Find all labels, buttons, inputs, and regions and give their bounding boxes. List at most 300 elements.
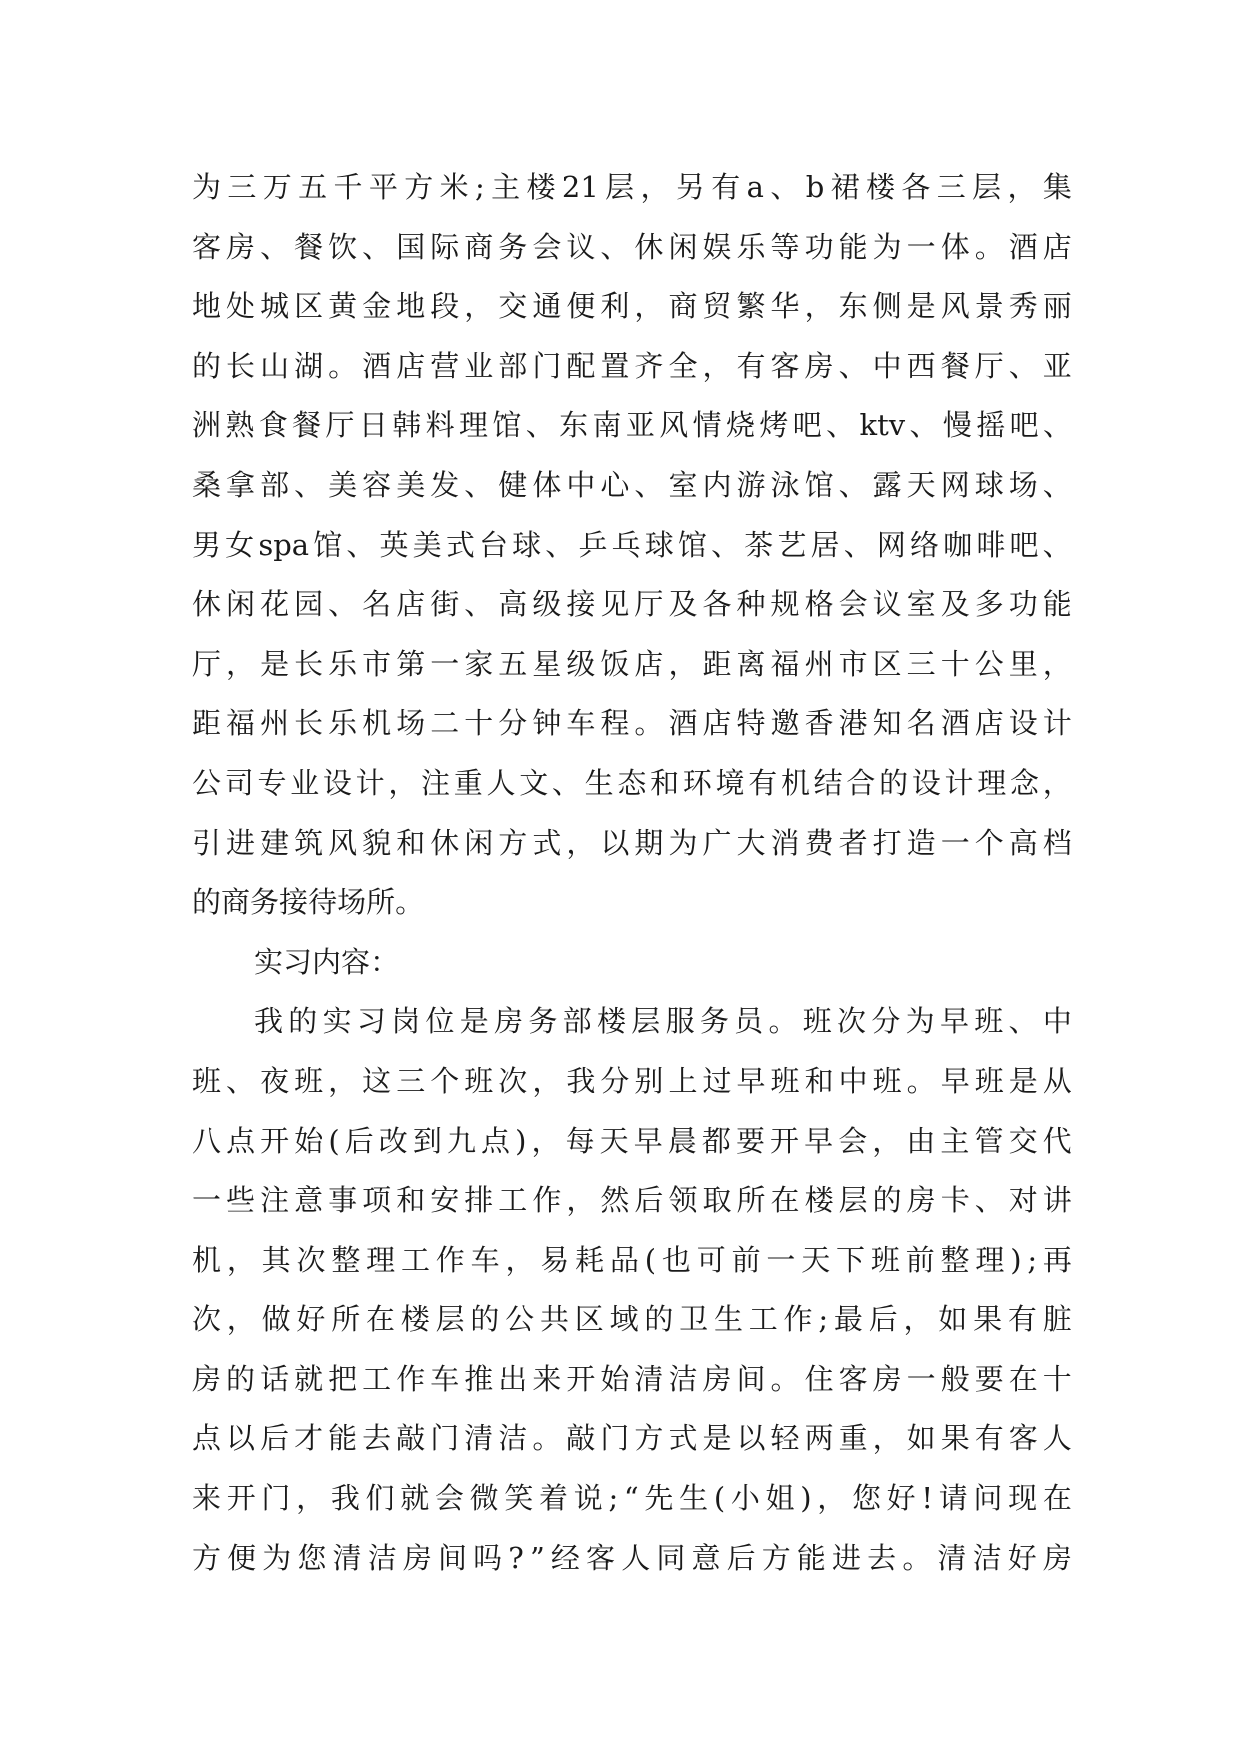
text-glyph: 。 <box>532 1421 562 1456</box>
text-glyph: 馆 <box>313 527 343 562</box>
text-glyph: 打 <box>872 825 902 860</box>
text-glyph: 。 <box>768 1004 798 1039</box>
text-glyph: 南 <box>592 408 622 443</box>
text-glyph: 心 <box>600 467 630 502</box>
text-glyph: ， <box>226 646 256 681</box>
text-glyph: 取 <box>702 1183 732 1218</box>
text-glyph: 来 <box>532 1361 562 1396</box>
text-glyph: 意 <box>294 1183 324 1218</box>
text-glyph: 乓 <box>611 527 641 562</box>
text-glyph: 八 <box>192 1123 222 1158</box>
text-glyph: 门 <box>430 1421 460 1456</box>
text-glyph: 领 <box>668 1183 698 1218</box>
text-glyph: 饭 <box>600 646 630 681</box>
text-glyph: ， <box>668 646 698 681</box>
text-glyph: 分 <box>498 706 528 741</box>
text-glyph: 料 <box>425 408 455 443</box>
text-glyph: ; <box>1027 1242 1038 1277</box>
text-glyph: 酒 <box>668 706 698 741</box>
text-line <box>192 1171 1072 1231</box>
text-glyph: 体 <box>532 467 562 502</box>
text-glyph: 这 <box>362 1063 392 1098</box>
text-glyph: 门 <box>261 1481 291 1516</box>
text-glyph: 以 <box>600 825 630 860</box>
text-glyph: 合 <box>846 765 876 800</box>
text-glyph: ) <box>800 1481 812 1516</box>
text-glyph: 房 <box>226 229 256 264</box>
text-glyph: 餐 <box>294 229 324 264</box>
text-glyph: 别 <box>634 1063 664 1098</box>
text-glyph: 区 <box>574 1302 604 1337</box>
text-glyph: 次 <box>296 1242 326 1277</box>
text-glyph: “ <box>623 1481 639 1516</box>
text-glyph: 话 <box>260 1361 290 1396</box>
text-glyph: 习 <box>356 1004 386 1039</box>
text-glyph: 其 <box>261 1242 291 1277</box>
text-line <box>192 1529 1072 1589</box>
text-glyph: 酒 <box>940 706 970 741</box>
text-glyph: 有 <box>748 765 778 800</box>
text-glyph: 福 <box>226 706 256 741</box>
text-glyph: 、 <box>260 229 290 264</box>
text-glyph: 早 <box>939 1004 969 1039</box>
text-glyph: 好 <box>886 1481 916 1516</box>
text-glyph: 人 <box>486 765 516 800</box>
text-glyph: 现 <box>1008 1481 1038 1516</box>
text-glyph: 客 <box>192 229 222 264</box>
text-glyph: 十 <box>940 646 970 681</box>
text-glyph: ! <box>921 1481 934 1516</box>
text-glyph: 后 <box>868 1302 898 1337</box>
text-glyph: 际 <box>430 229 460 264</box>
text-glyph: 门 <box>532 348 562 383</box>
text-glyph: 方 <box>192 1540 222 1575</box>
text-glyph: 及 <box>668 587 698 622</box>
text-glyph: 络 <box>910 527 940 562</box>
text-glyph: 店 <box>974 706 1004 741</box>
text-glyph: 家 <box>464 646 494 681</box>
text-glyph: 便 <box>566 289 596 324</box>
text-glyph: 饮 <box>328 229 358 264</box>
text-glyph: 一 <box>906 229 936 264</box>
text-glyph: 层 <box>972 170 1002 204</box>
text-glyph: 市 <box>362 646 392 681</box>
text-line <box>192 873 1072 933</box>
text-glyph: 对 <box>1008 1183 1038 1218</box>
text-glyph: 开 <box>566 1361 596 1396</box>
text-glyph: 茶 <box>744 527 774 562</box>
text-glyph: 设 <box>322 765 352 800</box>
text-glyph: ， <box>296 1481 326 1516</box>
text-glyph: ， <box>804 289 834 324</box>
text-glyph: 功 <box>1008 587 1038 622</box>
text-glyph: ? <box>508 1540 524 1575</box>
text-glyph: 网 <box>876 527 906 562</box>
text-glyph: 里 <box>1008 646 1038 681</box>
text-glyph: 生 <box>584 765 614 800</box>
text-glyph: 到 <box>412 1123 442 1158</box>
text-glyph: 次 <box>498 1063 528 1098</box>
text-glyph: 一 <box>906 1361 936 1396</box>
text-glyph: 进 <box>226 825 256 860</box>
text-glyph: ， <box>505 1242 535 1277</box>
text-glyph: 情 <box>692 408 722 443</box>
text-glyph: 经 <box>550 1540 580 1575</box>
text-glyph: 我 <box>330 1481 360 1516</box>
text-glyph: 东 <box>559 408 589 443</box>
text-glyph: 计 <box>355 765 385 800</box>
text-glyph: 习 <box>283 944 313 979</box>
text-glyph: 中 <box>838 1063 868 1098</box>
text-glyph: 国 <box>396 229 426 264</box>
text-glyph: 我 <box>566 1063 596 1098</box>
text-glyph: 房 <box>702 1361 732 1396</box>
text-glyph: 部 <box>498 348 528 383</box>
text-glyph: 配 <box>566 348 596 383</box>
text-glyph: 十 <box>1042 1361 1072 1396</box>
text-glyph: 。 <box>902 1540 932 1575</box>
text-glyph: 层 <box>838 1183 868 1218</box>
text-glyph: 洁 <box>668 1361 698 1396</box>
text-glyph: 每 <box>565 1123 595 1158</box>
text-glyph: 后 <box>634 1183 664 1218</box>
text-glyph: 天 <box>906 467 936 502</box>
text-glyph: 开 <box>260 1123 290 1158</box>
text-line <box>192 456 1072 516</box>
text-glyph: 女 <box>225 527 255 562</box>
text-glyph: 黄 <box>328 289 358 324</box>
text-glyph: 所 <box>736 1183 766 1218</box>
text-glyph: 三 <box>227 170 257 204</box>
text-glyph: 两 <box>804 1421 834 1456</box>
text-glyph: ， <box>1042 646 1072 681</box>
text-glyph: 是 <box>459 1004 489 1039</box>
text-glyph: 工 <box>498 1183 528 1218</box>
text-glyph: 球 <box>974 467 1004 502</box>
text-glyph: 街 <box>430 587 460 622</box>
text-glyph: b <box>805 170 825 204</box>
text-glyph: 香 <box>804 706 834 741</box>
text-glyph: 、 <box>551 765 581 800</box>
text-glyph: ; <box>818 1302 829 1337</box>
text-glyph: 内 <box>312 944 342 979</box>
text-glyph: 三 <box>396 1063 426 1098</box>
text-glyph: 亚 <box>1042 348 1072 383</box>
text-glyph: 客 <box>1008 1421 1038 1456</box>
text-glyph: 清 <box>634 1361 664 1396</box>
text-glyph: 在 <box>770 1183 800 1218</box>
text-glyph: 为 <box>872 229 902 264</box>
text-glyph: 结 <box>813 765 843 800</box>
text-glyph: 平 <box>368 170 398 204</box>
text-glyph: 客 <box>586 1540 616 1575</box>
text-glyph: 公 <box>192 765 222 800</box>
text-glyph: 接 <box>566 587 596 622</box>
text-glyph: 金 <box>362 289 392 324</box>
text-glyph: 进 <box>832 1540 862 1575</box>
text-glyph: 公 <box>505 1302 535 1337</box>
text-glyph: 班 <box>974 1004 1004 1039</box>
text-glyph: 班 <box>770 1063 800 1098</box>
text-glyph: 、 <box>525 408 555 443</box>
text-glyph: 容 <box>362 467 392 502</box>
text-glyph: 距 <box>702 646 732 681</box>
text-glyph: 房 <box>402 1540 432 1575</box>
text-glyph: 容 <box>341 944 371 979</box>
text-glyph: 注 <box>260 1183 290 1218</box>
text-glyph: 开 <box>226 1481 256 1516</box>
text-glyph: 桑 <box>192 467 222 502</box>
text-glyph: 厅 <box>192 646 222 681</box>
text-glyph: 居 <box>810 527 840 562</box>
text-glyph: 工 <box>748 1302 778 1337</box>
text-glyph: 后 <box>344 1123 374 1158</box>
text-glyph: 球 <box>644 527 674 562</box>
text-glyph: 贸 <box>702 289 732 324</box>
section-heading <box>192 933 1072 993</box>
text-glyph: 分 <box>600 1063 630 1098</box>
text-glyph: 长 <box>226 348 256 383</box>
text-glyph: 摇 <box>976 408 1006 443</box>
text-glyph: 、 <box>545 527 575 562</box>
text-glyph: 班 <box>872 1063 902 1098</box>
text-glyph: 念 <box>1009 765 1039 800</box>
text-glyph: 美 <box>396 467 426 502</box>
body-text <box>192 158 1072 1588</box>
text-glyph: 室 <box>668 467 698 502</box>
text-glyph: ， <box>532 1063 562 1098</box>
text-glyph: 楼 <box>866 170 896 204</box>
text-glyph: 、 <box>711 527 741 562</box>
text-glyph: 地 <box>396 289 426 324</box>
text-glyph: 十 <box>464 706 494 741</box>
text-glyph: 实 <box>322 1004 352 1039</box>
text-glyph: 洁 <box>367 1540 397 1575</box>
text-glyph: 由 <box>906 1123 936 1158</box>
text-glyph: 机 <box>192 1242 222 1277</box>
text-glyph: 乒 <box>578 527 608 562</box>
text-glyph: 者 <box>838 825 868 860</box>
text-glyph: 级 <box>532 587 562 622</box>
text-glyph: 区 <box>872 646 902 681</box>
text-glyph: 专 <box>257 765 287 800</box>
text-glyph: 问 <box>973 1481 1003 1516</box>
text-glyph: 工 <box>400 1242 430 1277</box>
text-glyph: 环 <box>682 765 712 800</box>
text-glyph: 工 <box>362 1361 392 1396</box>
text-glyph: 房 <box>494 1004 524 1039</box>
text-glyph: 州 <box>260 706 290 741</box>
text-glyph: 出 <box>498 1361 528 1396</box>
text-glyph: 境 <box>715 765 745 800</box>
text-glyph: 楼 <box>526 170 556 204</box>
text-glyph: 交 <box>498 289 528 324</box>
text-glyph: 夜 <box>260 1063 290 1098</box>
text-glyph: 机 <box>362 706 392 741</box>
text-glyph: 。 <box>328 348 358 383</box>
text-glyph: 、 <box>843 527 873 562</box>
text-glyph: 楼 <box>400 1302 430 1337</box>
text-glyph: 过 <box>702 1063 732 1098</box>
text-glyph: 拿 <box>226 467 256 502</box>
text-glyph: 市 <box>838 646 868 681</box>
text-glyph: 为 <box>905 1004 935 1039</box>
text-glyph: ; <box>608 1481 619 1516</box>
text-glyph: 事 <box>328 1183 358 1218</box>
text-glyph: 注 <box>421 765 451 800</box>
text-glyph: 。 <box>770 1361 800 1396</box>
text-glyph: 也 <box>661 1242 691 1277</box>
text-glyph: 重 <box>838 1421 868 1456</box>
text-glyph: 慢 <box>942 408 972 443</box>
text-glyph: 地 <box>192 289 222 324</box>
text-line <box>192 1290 1072 1350</box>
text-glyph: 班 <box>464 1063 494 1098</box>
text-glyph: 。 <box>906 1063 936 1098</box>
text-glyph: 清 <box>937 1540 967 1575</box>
text-glyph: ， <box>872 1123 902 1158</box>
text-glyph: 议 <box>566 229 596 264</box>
text-glyph: 主 <box>940 1123 970 1158</box>
text-glyph: 要 <box>974 1361 1004 1396</box>
text-glyph: 商 <box>464 229 494 264</box>
text-glyph: 去 <box>867 1540 897 1575</box>
text-glyph: 的 <box>644 1302 674 1337</box>
text-glyph: 吧 <box>1009 408 1039 443</box>
text-glyph: 咖 <box>943 527 973 562</box>
text-glyph: 在 <box>1042 1481 1072 1516</box>
text-glyph: 第 <box>396 646 426 681</box>
text-glyph: 从 <box>1042 1063 1072 1098</box>
text-line <box>192 158 1072 218</box>
text-glyph: 是 <box>906 289 936 324</box>
text-glyph: 房 <box>192 1361 222 1396</box>
text-glyph: 齐 <box>634 348 664 383</box>
text-glyph: 排 <box>464 1183 494 1218</box>
text-glyph: 卡 <box>940 1183 970 1218</box>
text-line <box>192 396 1072 456</box>
text-glyph: 晨 <box>667 1123 697 1158</box>
text-glyph: 利 <box>600 289 630 324</box>
text-glyph: 清 <box>332 1540 362 1575</box>
text-glyph: 点 <box>226 1123 256 1158</box>
text-glyph: 姐 <box>765 1481 795 1516</box>
text-glyph: 、 <box>909 408 939 443</box>
text-glyph: 生 <box>679 1481 709 1516</box>
text-glyph: 娱 <box>702 229 732 264</box>
text-glyph: 洲 <box>192 408 222 443</box>
text-glyph: 接 <box>279 885 309 920</box>
text-glyph: 是 <box>1008 1063 1038 1098</box>
text-glyph: ， <box>702 348 732 383</box>
text-glyph: 住 <box>804 1361 834 1396</box>
text-glyph: 英 <box>379 527 409 562</box>
text-glyph: 位 <box>425 1004 455 1039</box>
text-glyph: 下 <box>836 1242 866 1277</box>
text-glyph: 待 <box>308 885 338 920</box>
text-glyph: 发 <box>430 467 460 502</box>
text-glyph: 、 <box>974 1183 1004 1218</box>
text-glyph: 推 <box>464 1361 494 1396</box>
text-glyph: 交 <box>1008 1123 1038 1158</box>
text-glyph: 才 <box>294 1421 324 1456</box>
text-glyph: 客 <box>838 1361 868 1396</box>
text-glyph: 去 <box>362 1421 392 1456</box>
text-glyph: 客 <box>770 348 800 383</box>
text-glyph: 店 <box>396 348 426 383</box>
text-glyph: 西 <box>906 348 936 383</box>
text-glyph: 敲 <box>566 1421 596 1456</box>
text-glyph: 理 <box>459 408 489 443</box>
text-line <box>192 1350 1072 1410</box>
text-glyph: 重 <box>453 765 483 800</box>
text-glyph: 班 <box>870 1242 900 1277</box>
text-glyph: 房 <box>804 348 834 383</box>
text-glyph: 计 <box>1042 706 1072 741</box>
text-glyph: 吧 <box>792 408 822 443</box>
text-glyph: 会 <box>838 1123 868 1158</box>
text-line <box>192 1469 1072 1529</box>
text-glyph: 同 <box>656 1540 686 1575</box>
text-glyph: 讲 <box>1042 1183 1072 1218</box>
text-glyph: 格 <box>804 587 834 622</box>
text-glyph: 、 <box>1008 1004 1038 1039</box>
text-glyph: 为 <box>668 825 698 860</box>
text-glyph: 星 <box>532 646 562 681</box>
text-line <box>192 218 1072 278</box>
text-glyph: 设 <box>1008 706 1038 741</box>
text-glyph: 服 <box>665 1004 695 1039</box>
text-glyph: 式 <box>445 527 475 562</box>
text-glyph: 们 <box>365 1481 395 1516</box>
text-glyph: 乐 <box>328 706 358 741</box>
text-glyph: 露 <box>872 467 902 502</box>
text-glyph: 网 <box>940 467 970 502</box>
text-line <box>192 337 1072 397</box>
text-glyph: 为 <box>192 170 222 204</box>
text-glyph: 东 <box>838 289 868 324</box>
text-glyph: 和 <box>650 765 680 800</box>
text-line <box>192 277 1072 337</box>
text-glyph: ， <box>531 1123 561 1158</box>
text-glyph: 整 <box>940 1242 970 1277</box>
text-glyph: 在 <box>365 1302 395 1337</box>
text-glyph: 实 <box>254 944 284 979</box>
text-glyph: 各 <box>702 587 732 622</box>
text-glyph: 烧 <box>726 408 756 443</box>
text-glyph: 万 <box>262 170 292 204</box>
text-glyph: 设 <box>911 765 941 800</box>
text-glyph: 、 <box>1042 408 1072 443</box>
text-glyph: 餐 <box>940 348 970 383</box>
text-glyph: 清 <box>464 1421 494 1456</box>
text-glyph: 会 <box>434 1481 464 1516</box>
text-glyph: 级 <box>566 646 596 681</box>
text-glyph: 艺 <box>777 527 807 562</box>
text-glyph: 计 <box>944 765 974 800</box>
text-glyph: 室 <box>906 587 936 622</box>
text-glyph: 来 <box>192 1481 222 1516</box>
text-glyph: 些 <box>226 1183 256 1218</box>
text-glyph: 距 <box>192 706 222 741</box>
text-line <box>192 1112 1072 1172</box>
text-glyph: 文 <box>519 765 549 800</box>
text-glyph: 的 <box>192 885 222 920</box>
text-line <box>192 814 1072 874</box>
text-glyph: 域 <box>609 1302 639 1337</box>
text-glyph: 司 <box>224 765 254 800</box>
text-glyph: 层 <box>435 1302 465 1337</box>
